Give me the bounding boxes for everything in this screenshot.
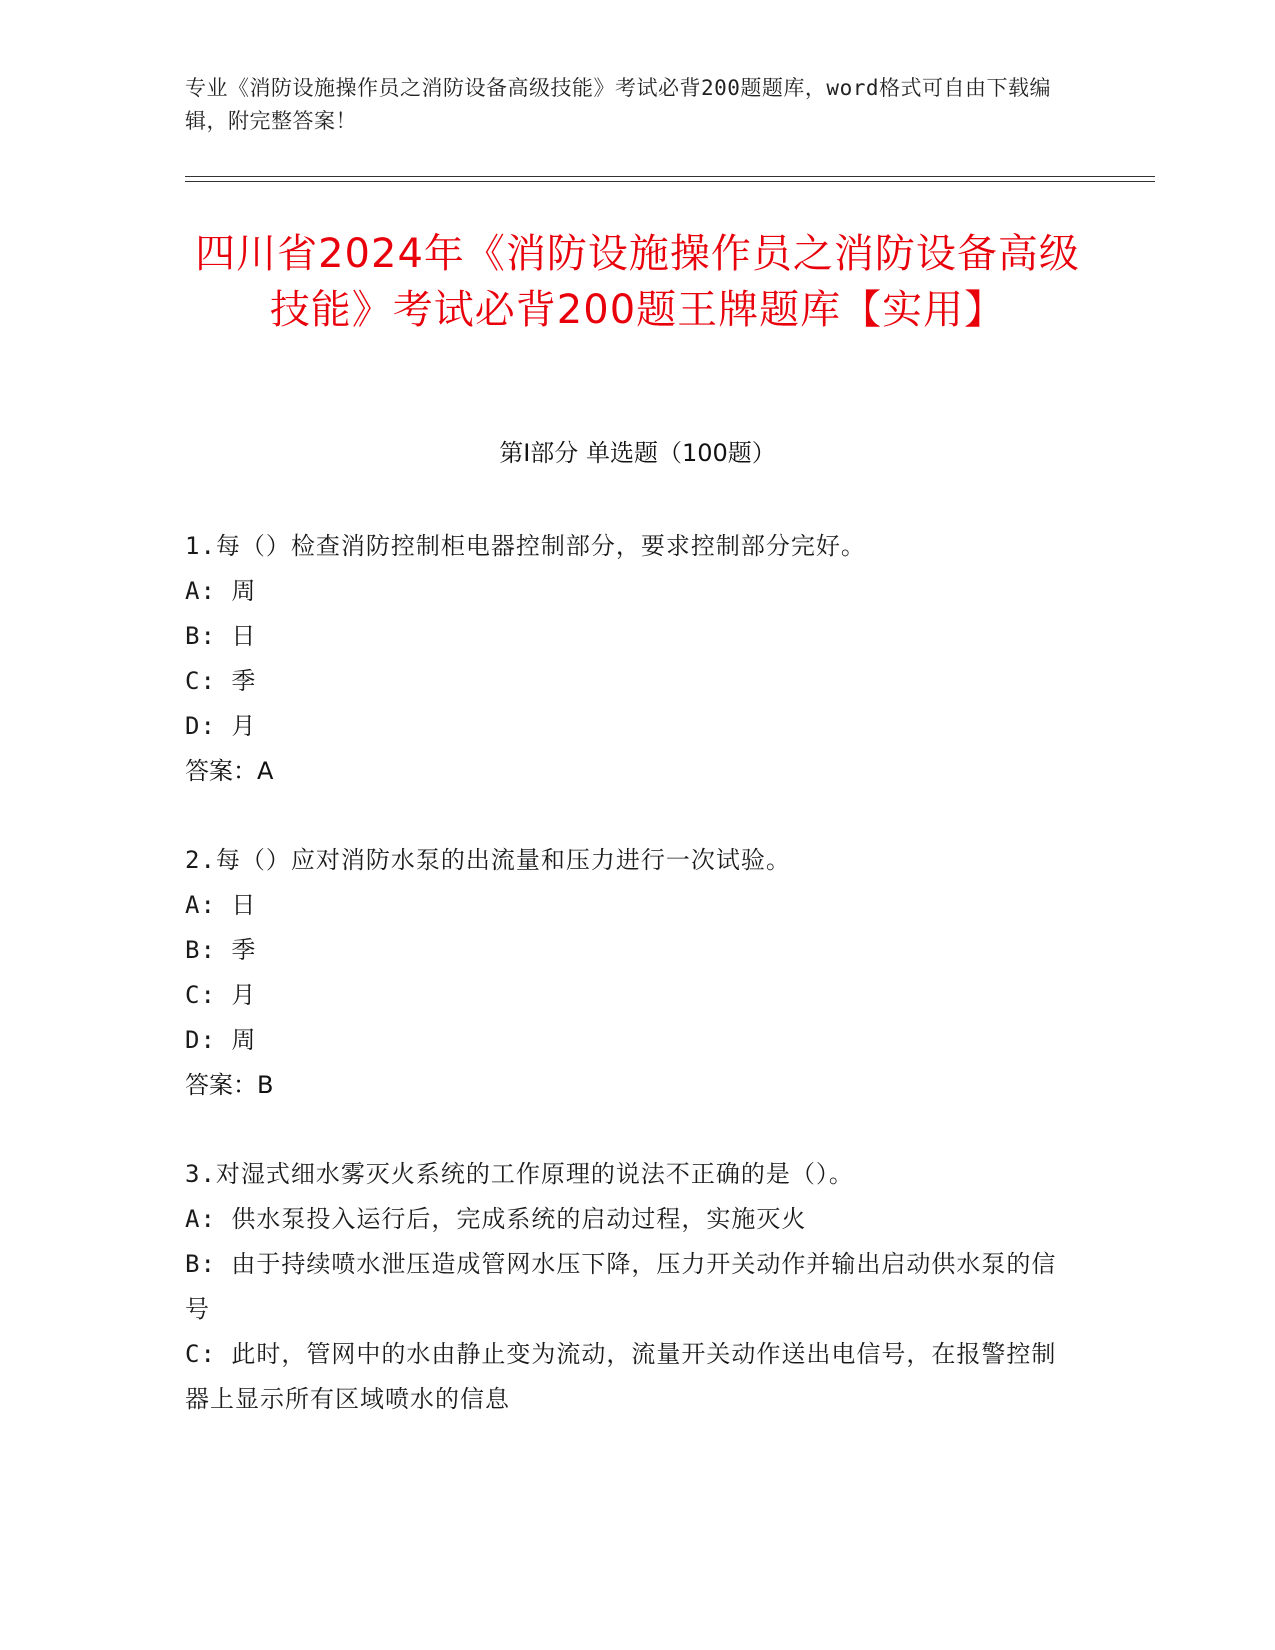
question-option-a: A: 日 [185, 891, 257, 919]
question-stem: 1.每（）检查消防控制柜电器控制部分，要求控制部分完好。 [185, 532, 866, 560]
question-stem: 3.对湿式细水雾灭火系统的工作原理的说法不正确的是（）。 [185, 1160, 854, 1188]
question-1 [185, 524, 1065, 794]
document-title: 四川省2024年《消防设施操作员之消防设备高级技能》考试必背200题王牌题库【实用】 [195, 231, 1080, 333]
question-answer: 答案：A [185, 757, 274, 785]
question-2 [185, 838, 1065, 1108]
header-note: 专业《消防设施操作员之消防设备高级技能》考试必背200题题库，word格式可自由下载编辑，附完整答案！ [185, 76, 1051, 133]
question-option-c: C: 此时，管网中的水由静止变为流动，流量开关动作送出电信号，在报警控制器上显示所有区域喷水的信息 [185, 1340, 1057, 1413]
header-rule-top [185, 176, 1155, 177]
question-option-c: C: 季 [185, 667, 257, 695]
section-heading: 第I部分 单选题（100题） [499, 439, 776, 467]
question-option-a: A: 供水泵投入运行后，完成系统的启动过程，实施灭火 [185, 1205, 807, 1233]
header-rule-bottom [185, 181, 1155, 182]
question-3 [185, 1152, 1065, 1422]
question-option-b: B: 由于持续喷水泄压造成管网水压下降，压力开关动作并输出启动供水泵的信号 [185, 1250, 1057, 1323]
question-option-b: B: 日 [185, 622, 257, 650]
question-stem: 2.每（）应对消防水泵的出流量和压力进行一次试验。 [185, 846, 791, 874]
question-option-d: D: 周 [185, 1026, 257, 1054]
question-answer: 答案：B [185, 1071, 274, 1099]
question-option-d: D: 月 [185, 712, 257, 740]
question-list [185, 524, 1065, 1466]
question-option-b: B: 季 [185, 936, 257, 964]
question-option-c: C: 月 [185, 981, 257, 1009]
question-option-a: A: 周 [185, 577, 257, 605]
